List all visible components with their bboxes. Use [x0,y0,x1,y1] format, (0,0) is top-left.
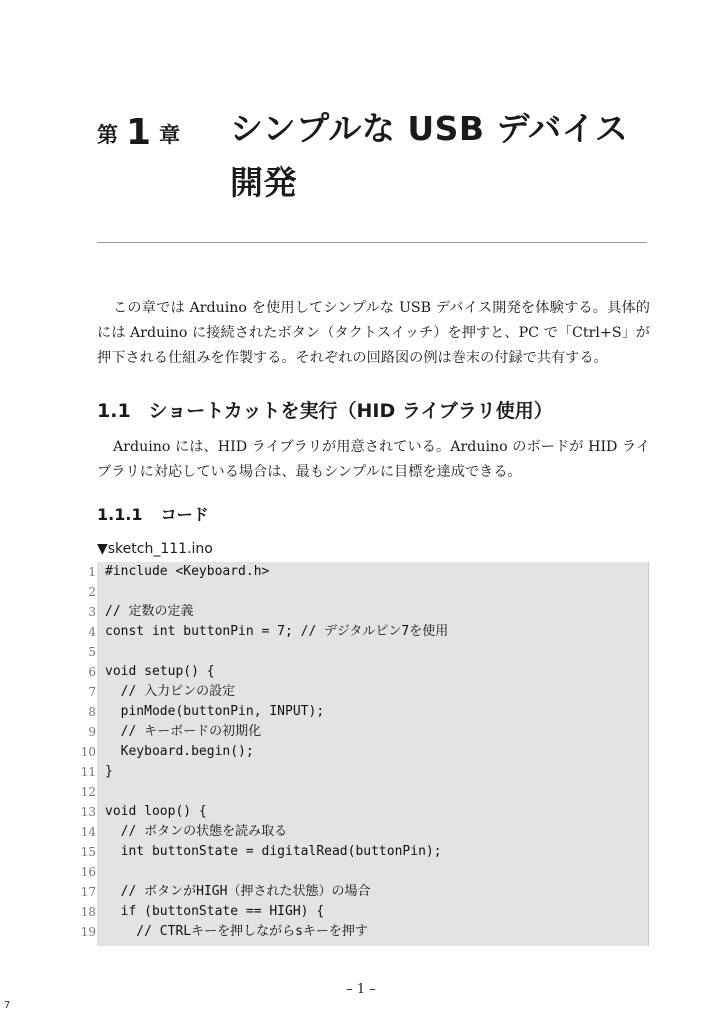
chapter-prefix: 第 [97,123,118,147]
code-caption: ▼sketch_111.ino [97,541,213,557]
margin-mark: 7 [4,1000,11,1011]
code-line: // ボタンの状態を読み取る [105,824,288,839]
chapter-suffix: 章 [159,123,181,147]
line-number: 13 [80,805,96,819]
subsection-heading [97,502,209,525]
section-paragraph: Arduino には、HID ライブラリが用意されている。Arduino のボードが HID ライブラリに対応している場合は、最もシンプルに目標を達成できる。 [97,439,650,480]
section-number: 1.1 [97,400,131,422]
line-number: 5 [88,645,96,659]
code-lines [105,562,645,942]
line-number-gutter [70,562,96,942]
code-line: // ボタンがHIGH（押された状態）の場合 [105,884,371,899]
chapter-title: シンプルな USB デバイス開発 [230,109,629,202]
code-line: void setup() { [105,664,215,679]
line-number: 10 [80,745,96,759]
line-number: 15 [80,845,96,859]
code-line: if (buttonState == HIGH) { [105,904,325,919]
section-title: ショートカットを実行（HID ライブラリ使用） [148,400,553,422]
code-line: // CTRLキーを押しながらsキーを押す [105,924,368,939]
line-number: 17 [80,885,96,899]
code-line: Keyboard.begin(); [105,744,254,759]
code-line: // 入力ピンの設定 [105,684,236,699]
line-number: 14 [80,825,96,839]
chapter-label [97,110,180,151]
code-line: const int buttonPin = 7; // デジタルピン7を使用 [105,624,449,639]
line-number: 11 [80,765,96,779]
line-number: 18 [80,905,96,919]
code-line [105,642,645,662]
chapter-divider [97,242,647,243]
line-number: 4 [88,625,96,639]
code-line [105,582,645,602]
line-number: 9 [88,725,96,739]
code-line: pinMode(buttonPin, INPUT); [105,704,325,719]
line-number: 19 [80,925,96,939]
subsection-title: コード [160,505,209,524]
code-line: int buttonState = digitalRead(buttonPin); [105,844,442,859]
code-line [105,862,645,882]
line-number: 12 [80,785,96,799]
line-number: 3 [88,605,96,619]
section-heading [97,396,553,423]
chapter-number: 1 [126,112,152,153]
subsection-number: 1.1.1 [97,505,143,524]
code-line: } [105,764,113,779]
line-number: 16 [80,865,96,879]
line-number: 8 [88,705,96,719]
page-number: – 1 – [346,982,376,997]
code-line: void loop() { [105,804,207,819]
intro-paragraph: この章では Arduino を使用してシンプルな USB デバイス開発を体験する。具体的には Arduino に接続されたボタン（タクトスイッチ）を押すと、PC で「Ctrl+S」が押下される仕組みを作製する。それぞれの回路図の例は巻末の付録で共有する。 [97,300,650,366]
line-number: 2 [88,585,96,599]
line-number: 1 [88,565,96,579]
code-line [105,782,645,802]
code-line: #include <Keyboard.h> [105,564,270,579]
line-number: 7 [88,685,96,699]
code-line: // キーボードの初期化 [105,724,262,739]
line-number: 6 [88,665,96,679]
code-line: // 定数の定義 [105,604,194,619]
